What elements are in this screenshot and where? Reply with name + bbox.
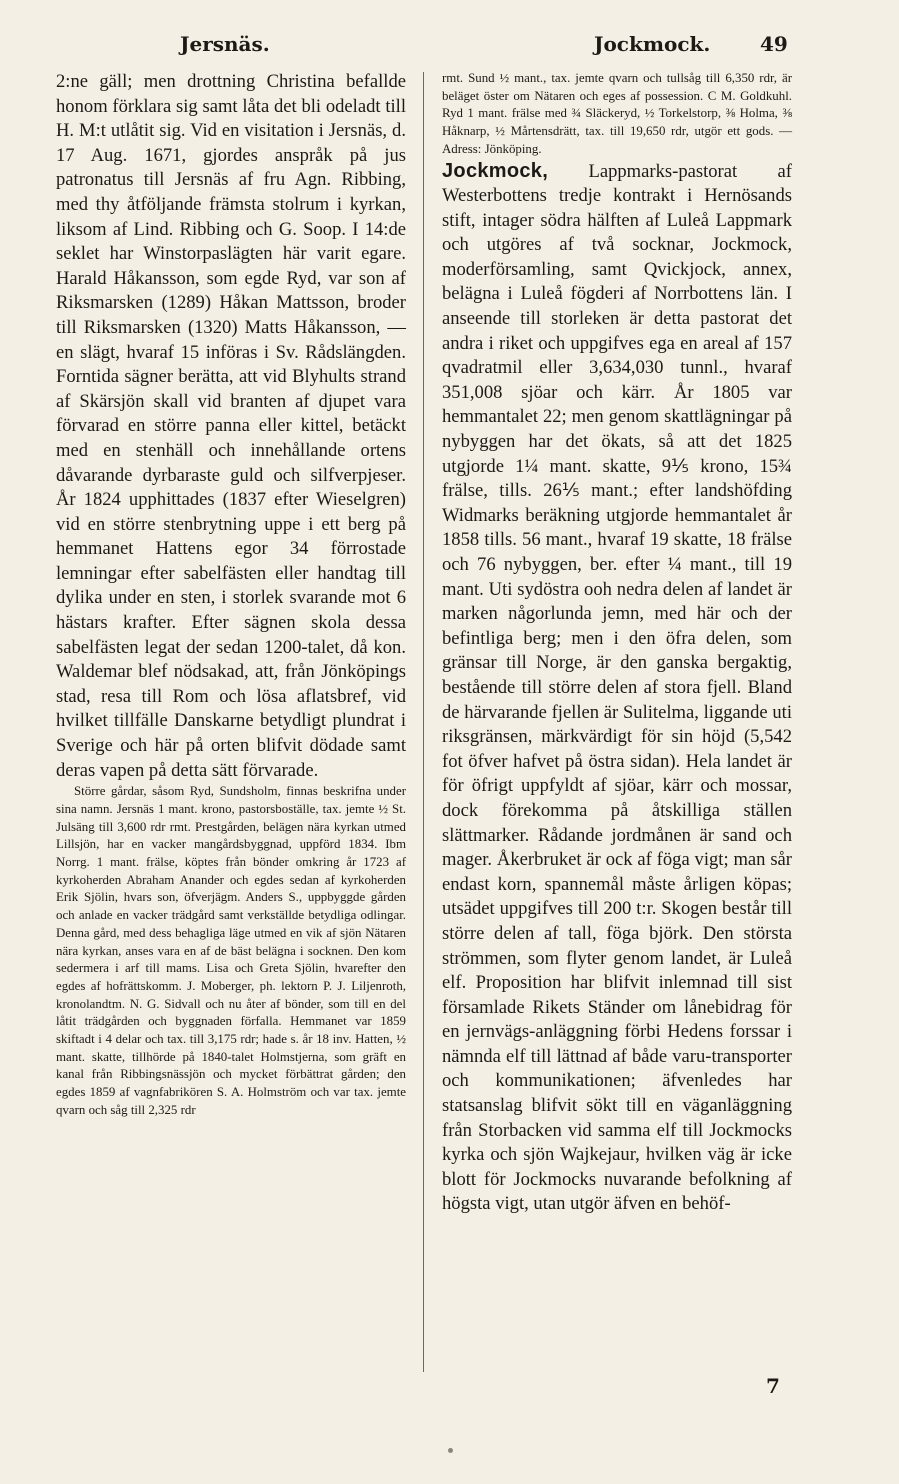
right-column <box>442 70 792 1217</box>
jockmock-entry-text: Lappmarks-pastorat af Westerbottens tredje kontrakt i Hernösands stift, intager södra hälften af Luleå Lappmark och utgöres af två socknar, Jockmock, moderförsamling, samt Qvickjock, annex, belägna i Luleå fögderi af Norrbottens län. I anseende till storleken är detta pastorat det andra i riket och uppgifves ega en areal af 157 qvadratmil eller 3,634,030 tunnl., hvaraf 351,008 sjöar och kärr. År 1805 var hemmantalet 22; men genom skattlägningar på nybyggen har det ökats, så att det 1825 utgjorde 1¼ mant. skatte, 9⅕ krono, 15¾ frälse, tills. 26⅕ mant.; efter landshöfding Widmarks beräkning utgjorde hemmantalet år 1858 tills. 56 mant., hvaraf 19 skatte, 18 frälse och 76 nybyggen, ber. efter ¼ mant., till 19 mant. Uti sydöstra ooh nedra delen af landet är marken någorlunda jemn, med här och der befintliga berg; men i den öfra delen, som gränsar till Norge, är den ganska bergaktig, bestående till större delen af stora fjell. Bland de härvarande fjellen är Sulitelma, liggande uti riksgränsen, märkvärdigt för sin höjd (5,542 fot öfver hafvet på östra sidan). Hela landet är för öfrigt uppfyldt af sjöar, kärr och mossar, dock förekomma på åtskilliga ställen slättmarker. Rådande jordmånen är sand och mager. Åkerbruket är ock af föga vigt; man sår endast korn, spannemål måste årligen köpas; utsädet uppgifves till 200 t:r. Skogen består till större delen af tall, föga björk. Den största strömmen, som flyter genom landet, är Luleå elf. Proposition har blifvit inlemnad till sist församlade Rikets Ständer om lånebidrag för en jernvägs-anläggning förbi Hedens forssar i nämnda elf till lättnad af både varu-transporter och kommunikationen; äfvenledes har statsanslag blifvit sökt till en väganläggning från Storbacken vid samma elf till Jockmocks kyrka och sjön Wajkejaur, hvilken väg är icke blott för Jockmocks nuvarande befolkning af högsta vigt, utan utgör äfven en behöf- <box>442 160 792 1215</box>
left-main-paragraph: 2:ne gäll; men drottning Christina befallde honom förklara sig samt låta det bli odeladt till H. M:t utlåtit sig. Vid en visitation i Jersnäs, d. 17 Aug. 1671, gjordes anspråk på jus patronatus till Jersnäs af fru Agn. Ribbing, med thy åtföljande främsta stolrum i kyrkan, liksom af Lind. Ribbing och G. Soop. I 14:de seklet har Winstorpaslägten här varit egare. Harald Håkansson, som egde Ryd, var son af Riksmarsken (1289) Håkan Mattsson, broder till Riksmarsken (1320) Matts Håkansson, — en slägt, hvaraf 15 införas i Sv. Rådslängden. Forntida sägner berätta, att vid Blyhults strand af Skärsjön skall vid branten af djupet vara förvarad en större panna eller kittel, betäckt med en stenhäll och innehållande ortens dåvarande dyrbaraste guld och silfverpjeser. År 1824 upphittades (1837 efter Wieselgren) vid en större stenbrytning uppe i ett berg på hemmanet Hattens egor 34 förrostade lemningar efter sabelfästen eller handtag till dylika under en sten, i storlek svarande mot 6 hästars krafter. Efter sägnen skola dessa sabelfästen legat der sedan 1200-talet, då kon. Waldemar blef nödsakad, att, från Jönköpings stad, resa till Rom och lösa aflatsbref, vid hvilket tillfälle Danskarne betydligt plundrat i Sverige och här på orten blifvit dödade samt deras vapen på detta sätt förvarade. <box>56 71 406 781</box>
right-small-paragraph: rmt. Sund ½ mant., tax. jemte qvarn och tullsåg till 6,350 rdr, är beläget öster om Nätaren och eges af possession. C M. Goldkuhl. Ryd 1 mant. frälse med ¾ Släckeryd, ½ Torkelstorp, ⅜ Holma, ⅜ Håknarp, ½ Mårtensdrätt, tax. till 19,650 rdr, utgör ett gods. — Adress: Jönköping. <box>442 71 792 156</box>
print-speck <box>448 1448 453 1453</box>
sheet-signature: 7 <box>766 1374 780 1398</box>
running-head-center: Jockmock. <box>594 32 711 56</box>
entry-headword: Jockmock, <box>442 159 549 182</box>
running-head-left: Jersnäs. <box>180 32 270 56</box>
jockmock-entry <box>442 159 792 1218</box>
column-divider <box>423 72 424 1372</box>
left-small-paragraph: Större gårdar, såsom Ryd, Sundsholm, finnas beskrifna under sina namn. Jersnäs 1 mant. krono, pastorsboställe, tax. jemte ½ St. Julsäng till 3,600 rdr rmt. Prestgården, belägen nära kyrkan utmed Lillsjön, har en vacker mangårdsbyggnad, uppförd 1834. Ibm Norrg. 1 mant. frälse, köptes från bönder omkring år 1723 af kyrkoherden Abraham Anander och egdes sedan af kyrkoherden Erik Sjölin, hvars son, öfverjägm. Anders S., uppbyggde gården och anlade en vacker trädgård samt verkställde betydliga odlingar. Denna gård, med dess behagliga läge utmed en vik af sjön Nätaren nära kyrkan, anses vara en af de bäst belägna i socknen. Den kom sedermera i arf till mams. Lisa och Greta Sjölin, hvarefter den egdes af hofrättskomm. J. Moberger, ph. lektorn P. J. Liljenroth, kronolandtm. N. G. Sidvall och nu åter af bönder, som till en del låtit trädgården och byggnaden förfalla. Hemmanet var 1859 skiftadt i 4 delar och tax. till 3,175 rdr; hade s. år 18 inv. Hatten, ½ mant. skatte, tillhörde på 1840-talet Holmstjerna, som gräft en kanal från Ribbingsnässjön och mycket förbättrat gården; den egdes 1859 af vagnfabrikören S. A. Holmström och var tax. jemte qvarn och såg till 2,325 rdr <box>56 784 406 1117</box>
page-number: 49 <box>760 32 788 56</box>
left-column <box>56 70 406 1120</box>
